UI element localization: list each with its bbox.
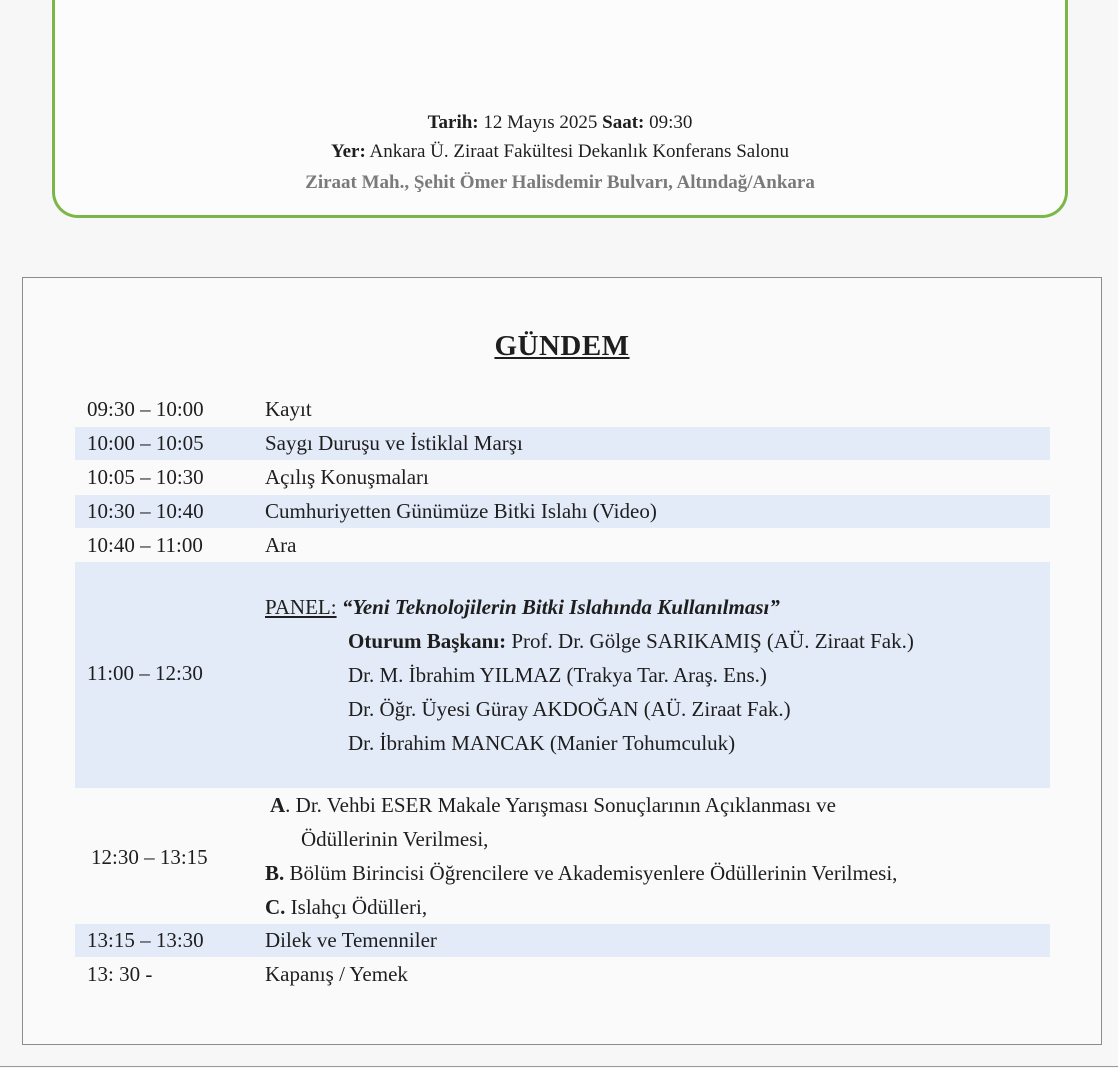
- award-b-text: Bölüm Birincisi Öğrencilere ve Akademisyenlere Ödüllerinin Verilmesi,: [289, 861, 898, 885]
- awards-time: 12:30 – 13:15: [91, 845, 208, 869]
- award-a-text: . Dr. Vehbi ESER Makale Yarışması Sonuçlarının Açıklanması ve: [285, 793, 836, 817]
- agenda-item: Dilek ve Temenniler: [265, 928, 437, 952]
- panel-label: PANEL:: [265, 595, 337, 619]
- agenda-row: [75, 427, 1050, 460]
- panel-speaker: Dr. M. İbrahim YILMAZ (Trakya Tar. Araş. Ens.): [348, 663, 767, 687]
- award-b: [265, 856, 897, 890]
- agenda-item: Açılış Konuşmaları: [265, 465, 429, 489]
- event-info-card: [52, 0, 1068, 218]
- date-label: Tarih:: [427, 112, 479, 133]
- agenda-time: 10:00 – 10:05: [87, 431, 204, 455]
- panel-speaker: Dr. İbrahim MANCAK (Manier Tohumculuk): [348, 731, 736, 755]
- agenda-row: [75, 958, 1050, 991]
- award-a: [265, 788, 897, 822]
- awards-details: [265, 788, 897, 924]
- agenda-time: 10:40 – 11:00: [87, 533, 203, 557]
- panel-row: [75, 562, 1050, 788]
- agenda-row: [75, 461, 1050, 494]
- awards-row: [75, 788, 1050, 924]
- agenda-time: 13: 30 -: [87, 962, 153, 986]
- date-value: 12 Mayıs 2025: [483, 112, 598, 133]
- agenda-item: Kapanış / Yemek: [265, 962, 408, 986]
- time-value: 09:30: [649, 112, 693, 133]
- award-c: [265, 890, 897, 924]
- time-label: Saat:: [602, 112, 645, 133]
- panel-details: [265, 590, 914, 760]
- award-c-text: Islahçı Ödülleri,: [290, 895, 428, 919]
- agenda-box: [22, 277, 1102, 1045]
- agenda-item: Cumhuriyetten Günümüze Bitki Islahı (Video): [265, 499, 657, 523]
- panel-speaker: Dr. Öğr. Üyesi Güray AKDOĞAN (AÜ. Ziraat Fak.): [348, 697, 791, 721]
- agenda-time: 09:30 – 10:00: [87, 397, 204, 421]
- place-value: Ankara Ü. Ziraat Fakültesi Dekanlık Konferans Salonu: [369, 141, 789, 162]
- panel-chair-name: Prof. Dr. Gölge SARIKAMIŞ (AÜ. Ziraat Fak.): [511, 629, 914, 653]
- page-divider: [0, 1066, 1118, 1067]
- agenda-time: 10:30 – 10:40: [87, 499, 204, 523]
- agenda-row: [75, 393, 1050, 426]
- panel-chair-label: Oturum Başkanı:: [348, 629, 507, 653]
- date-time-line: [55, 108, 1065, 138]
- panel-title: [265, 590, 914, 624]
- award-c-label: C.: [265, 895, 286, 919]
- address-line: Ziraat Mah., Şehit Ömer Halisdemir Bulvarı, Altındağ/Ankara: [305, 172, 815, 193]
- agenda-item: Saygı Duruşu ve İstiklal Marşı: [265, 431, 523, 455]
- agenda-time: 13:15 – 13:30: [87, 928, 204, 952]
- panel-chair: [265, 624, 914, 658]
- place-line: [55, 137, 1065, 167]
- agenda-time: 10:05 – 10:30: [87, 465, 204, 489]
- award-b-label: B.: [265, 861, 285, 885]
- award-a-label: A: [270, 793, 286, 817]
- agenda-row: [75, 495, 1050, 528]
- agenda-title: GÜNDEM: [494, 330, 630, 362]
- agenda-row: [75, 924, 1050, 957]
- agenda-item: Ara: [265, 533, 297, 557]
- agenda-row: [75, 529, 1050, 562]
- panel-time: 11:00 – 12:30: [87, 661, 203, 685]
- place-label: Yer:: [331, 141, 366, 162]
- agenda-item: Kayıt: [265, 397, 312, 421]
- panel-topic: “Yeni Teknolojilerin Bitki Islahında Kullanılması”: [341, 595, 780, 619]
- award-a-continuation: Ödüllerinin Verilmesi,: [301, 827, 489, 851]
